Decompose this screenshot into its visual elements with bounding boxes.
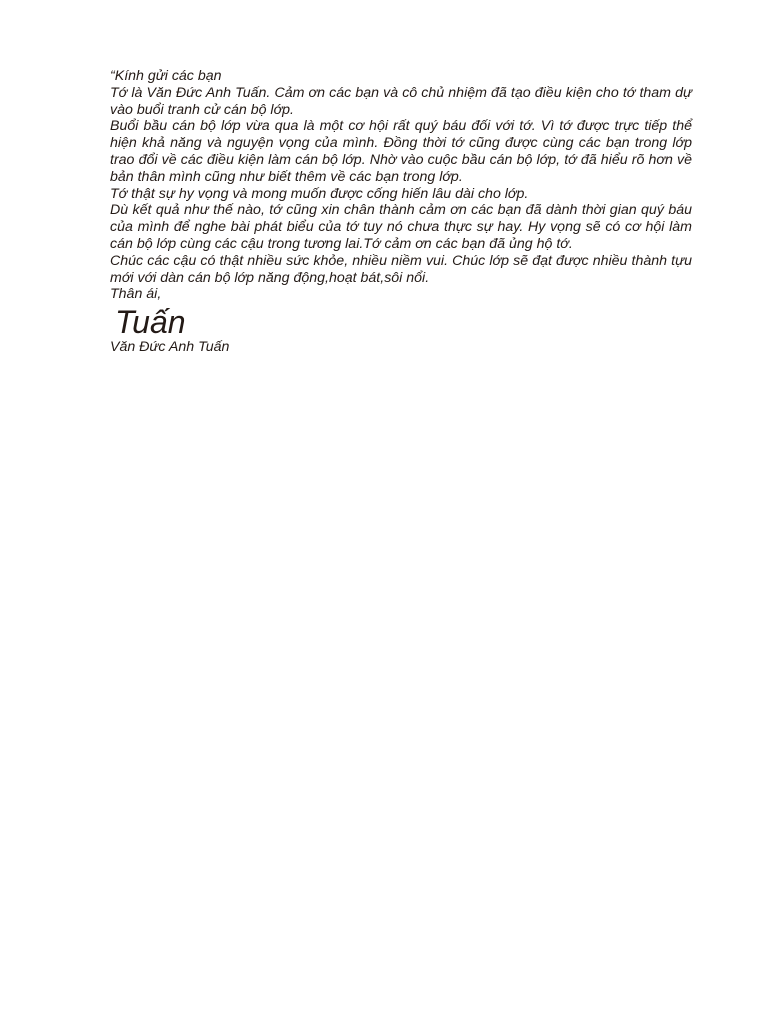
letter-paragraph-thanks: Dù kết quả như thế nào, tớ cũng xin chân thành cảm ơn các bạn đã dành thời gian quý báu của mình để nghe bài phát biểu của tớ tuy nó chưa thực sự hay. Hy vọng sẽ có cơ hội làm cán bộ lớp cùng các cậu trong tương lai.Tớ cảm ơn các bạn đã ủng hộ tớ. [110, 202, 692, 252]
letter-paragraph-election: Buổi bầu cán bộ lớp vừa qua là một cơ hội rất quý báu đối với tớ. Vì tớ được trực tiếp thể hiện khả năng và nguyện vọng của mình. Đồng thời tớ cũng được cùng các bạn trong lớp trao đổi về các điều kiện làm cán bộ lớp. Nhờ vào cuộc bầu cán bộ lớp, tớ đã hiểu rõ hơn về bản thân mình cũng như biết thêm về các bạn trong lớp. [110, 118, 692, 185]
letter-paragraph-wishes: Chúc các cậu có thật nhiều sức khỏe, nhiều niềm vui. Chúc lớp sẽ đạt được nhiều thành tựu mới với dàn cán bộ lớp năng động,hoạt bát,sôi nổi. [110, 252, 692, 286]
signer-name: Văn Đức Anh Tuấn [110, 339, 230, 356]
letter-greeting: “Kính gửi các bạn [110, 68, 222, 84]
letter-body [110, 68, 692, 356]
handwritten-signature: Tuấn [115, 304, 186, 341]
letter-paragraph-hope: Tớ thật sự hy vọng và mong muốn được cống hiến lâu dài cho lớp. [110, 185, 529, 202]
letter-paragraph-introduction: Tớ là Văn Đức Anh Tuấn. Cảm ơn các bạn và cô chủ nhiệm đã tạo điều kiện cho tớ tham dự vào buổi tranh cử cán bộ lớp. [110, 84, 692, 118]
letter-closing: Thân ái, [110, 286, 162, 303]
